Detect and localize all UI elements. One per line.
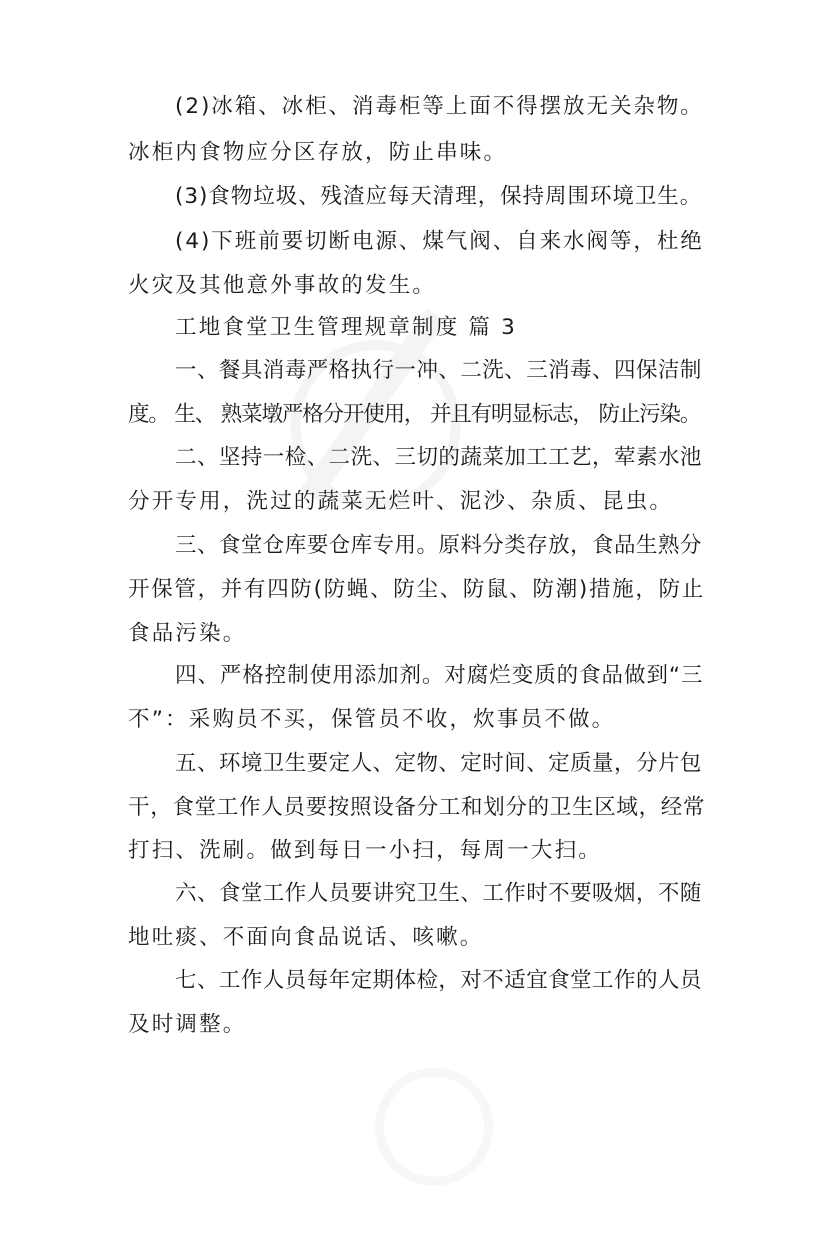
paragraph-line: 不”：采购员不买，保管员不收，炊事员不做。 <box>128 707 616 732</box>
paragraph-line: 七、工作人员每年定期体检，对不适宜食堂工作的人员 <box>175 968 702 993</box>
paragraph-line: 地吐痰、不面向食品说话、咳嗽。 <box>128 925 484 950</box>
paragraph-line: 打扫、洗刷。做到每日一小扫，每周一大扫。 <box>128 838 603 863</box>
paragraph-line: 六、食堂工作人员要讲究卫生、工作时不要吸烟，不随 <box>175 881 702 906</box>
paragraph-line: 二、坚持一检、二洗、三切的蔬菜加工工艺，荤素水池 <box>175 445 702 470</box>
watermark-logo-bottom <box>324 1013 557 1226</box>
paragraph-line: (4)下班前要切断电源、煤气阀、自来水阀等，杜绝 <box>175 229 704 254</box>
paragraph-line: 冰柜内食物应分区存放，防止串味。 <box>128 140 508 165</box>
paragraph-line: 五、环境卫生要定人、定物、定时间、定质量，分片包 <box>175 751 702 776</box>
paragraph-line: 四、严格控制使用添加剂。对腐烂变质的食品做到“三 <box>175 663 704 688</box>
paragraph-line: 开保管，并有四防(防蝇、防尘、防鼠、防潮)措施，防止 <box>128 577 705 602</box>
paragraph-line: (2)冰箱、冰柜、消毒柜等上面不得摆放无关杂物。 <box>175 94 704 119</box>
paragraph-line: 及时调整。 <box>128 1012 247 1037</box>
paragraph-line: 分开专用，洗过的蔬菜无烂叶、泥沙、杂质、昆虫。 <box>128 489 674 514</box>
paragraph-line: 食品污染。 <box>128 621 247 646</box>
paragraph-line: 一、餐具消毒严格执行一冲、二洗、三消毒、四保洁制 <box>175 358 702 383</box>
paragraph-line: 干，食堂工作人员要按照设备分工和划分的卫生区域，经常 <box>128 795 706 820</box>
paragraph-line: 三、食堂仓库要仓库专用。原料分类存放，食品生熟分 <box>175 533 702 558</box>
paragraph-line: 度。 生、 熟菜墩严格分开使用， 并且有明显标志， 防止污染。 <box>128 402 701 427</box>
paragraph-line: (3)食物垃圾、残渣应每天清理，保持周围环境卫生。 <box>175 184 703 209</box>
paragraph-line: 火灾及其他意外事故的发生。 <box>128 273 437 298</box>
section-heading: 工地食堂卫生管理规章制度 篇 3 <box>175 315 518 340</box>
